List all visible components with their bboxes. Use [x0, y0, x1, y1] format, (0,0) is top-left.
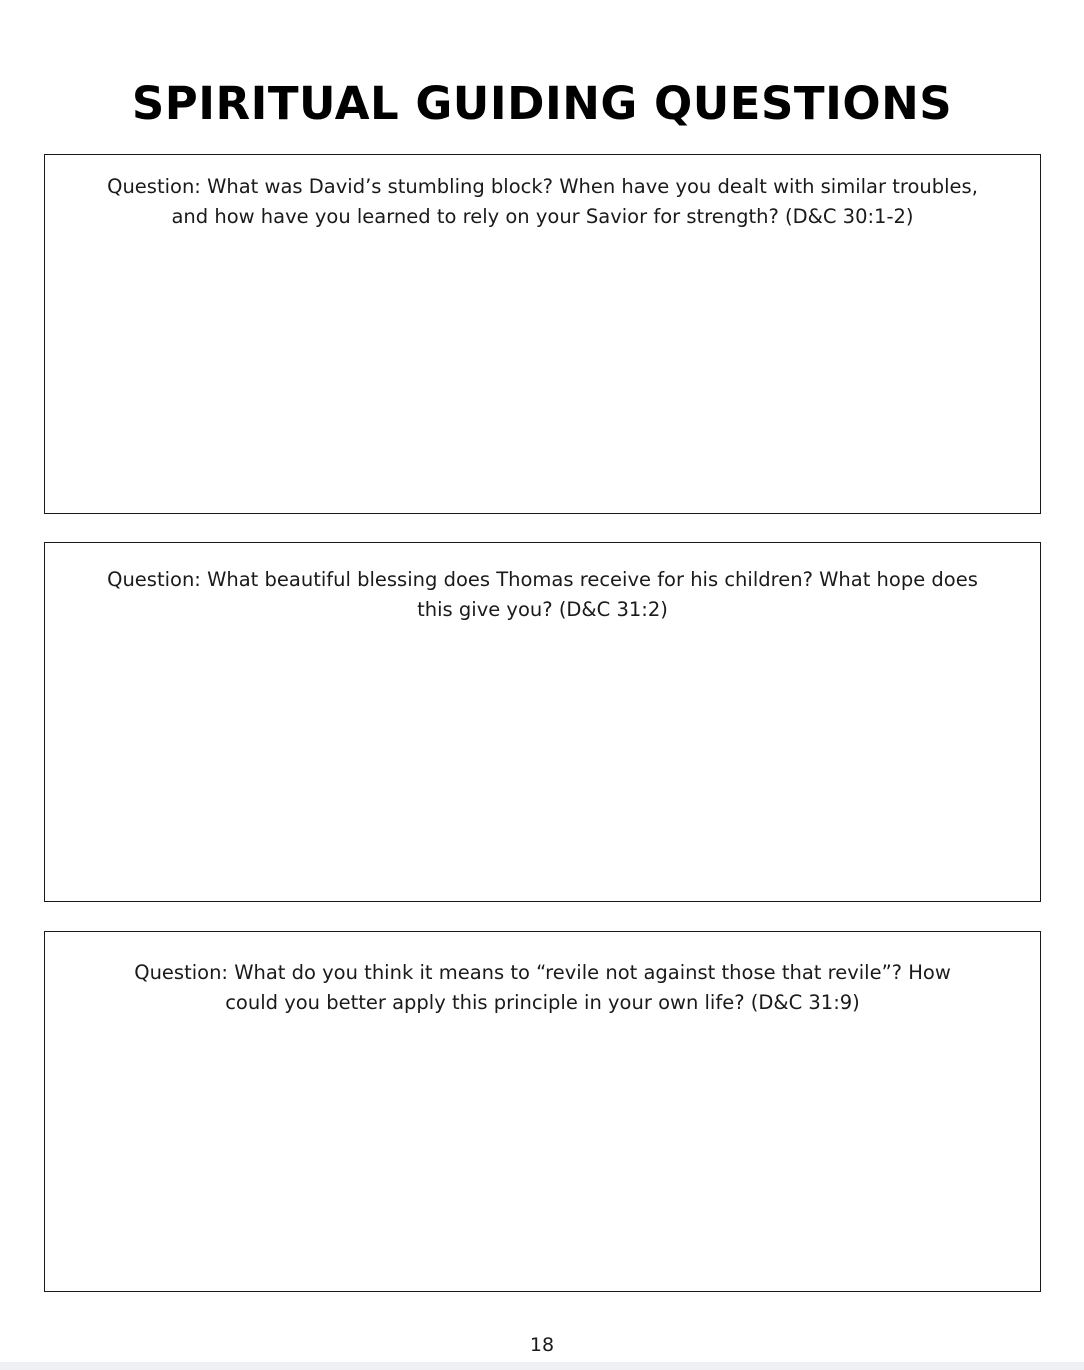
question-text-2: Question: What beautiful blessing does Thomas receive for his children? What hope does this give you? (D&C 31:2) — [107, 568, 978, 621]
question-box-3[interactable] — [44, 931, 1041, 1292]
page-number: 18 — [529, 1334, 555, 1356]
page-title: SPIRITUAL GUIDING QUESTIONS — [131, 77, 953, 130]
question-text-3: Question: What do you think it means to “revile not against those that revile”? How could you better apply this principle in your own life? (D&C 31:9) — [134, 961, 951, 1014]
question-text-1: Question: What was David’s stumbling block? When have you dealt with similar troubles, and how have you learned to rely on your Savior for strength? (D&C 30:1-2) — [107, 175, 978, 228]
question-box-2[interactable] — [44, 542, 1041, 902]
bottom-strip — [0, 1362, 1084, 1370]
question-box-1[interactable] — [44, 154, 1041, 514]
